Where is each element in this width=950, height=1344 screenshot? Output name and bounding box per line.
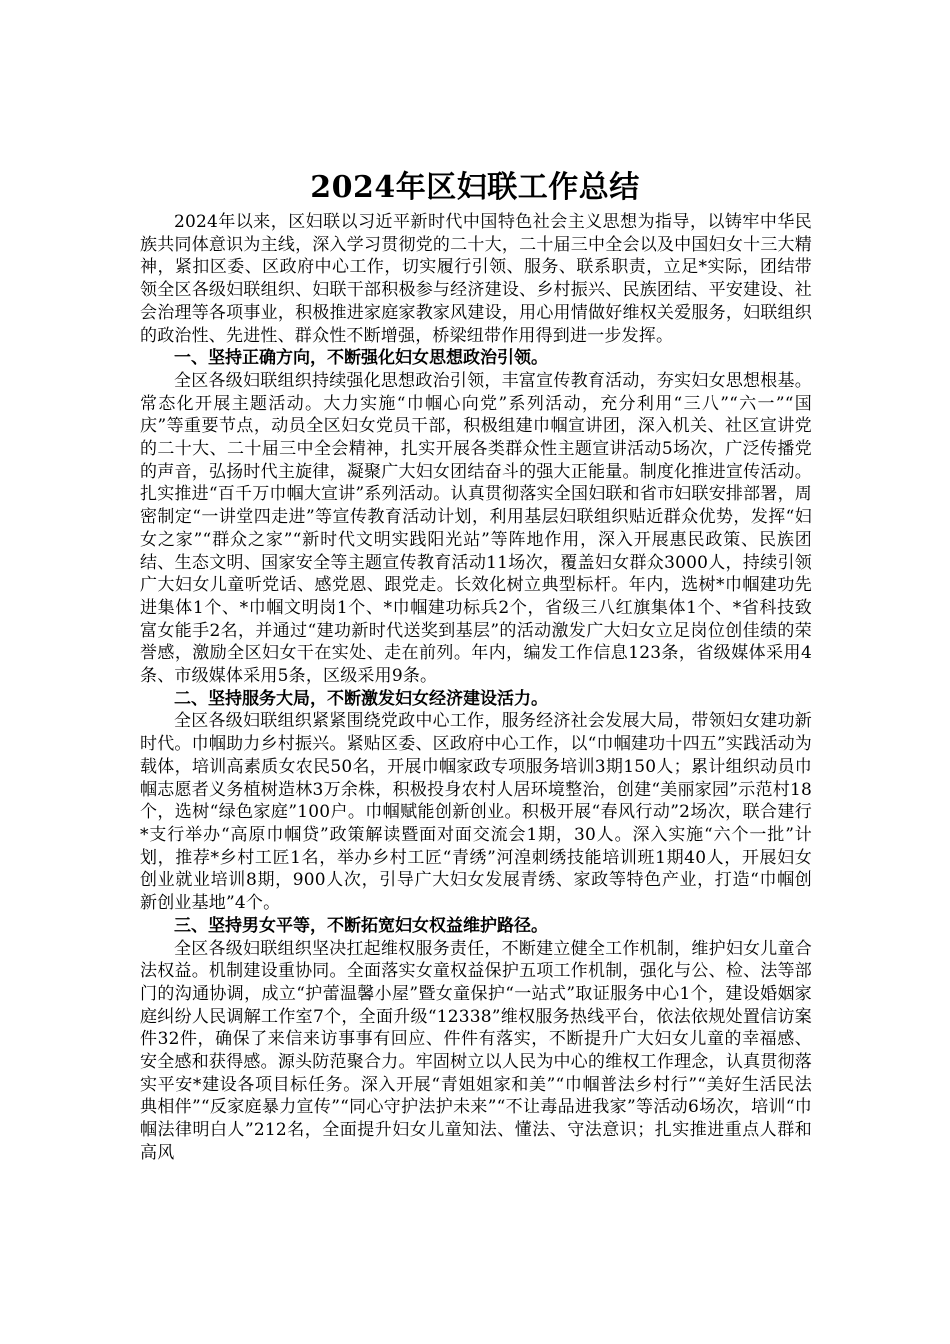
section-1-body: 全区各级妇联组织持续强化思想政治引领，丰富宣传教育活动，夯实妇女思想根基。常态化开展主题活动。大力实施“巾帼心向党”系列活动，充分利用“三八”“六一”“国庆”等重要节点，动员全区妇女党员干部，积极组建巾帼宣讲团，深入机关、社区宣讲党的二十大、二十届三中全会精神，扎实开展各类群众性主题宣讲活动5场次，广泛传播党的声音，弘扬时代主旋律，凝聚广大妇女团结奋斗的强大正能量。制度化推进宣传活动。扎实推进“百千万巾帼大宣讲”系列活动。认真贯彻落实全国妇联和省市妇联安排部署，周密制定“一讲堂四走进”等宣传教育活动计划，利用基层妇联组织贴近群众优势，发挥“妇女之家”“群众之家”“新时代文明实践阳光站”等阵地作用，深入开展惠民政策、民族团结、生态文明、国家安全等主题宣传教育活动11场次，覆盖妇女群众3000人，持续引领广大妇女儿童听党话、感党恩、跟党走。长效化树立典型标杆。年内，选树*巾帼建功先进集体1个、*巾帼文明岗1个、*巾帼建功标兵2个，省级三八红旗集体1个、*省科技致富女能手2名，并通过“建功新时代送奖到基层”的活动激发广大妇女立足岗位创佳绩的荣誉感，激励全区妇女干在实处、走在前列。年内，编发工作信息123条，省级媒体采用4条、市级媒体采用5条，区级采用9条。	[140, 370, 812, 687]
section-3-body: 全区各级妇联组织坚决扛起维权服务责任，不断建立健全工作机制，维护妇女儿童合法权益。机制建设重协同。全面落实女童权益保护五项工作机制，强化与公、检、法等部门的沟通协调，成立“护蕾温馨小屋”暨女童保护“一站式”取证服务中心1个，建设婚姻家庭纠纷人民调解工作室7个，全面升级“12338”维权服务热线平台，依法依规处置信访案件32件，确保了来信来访事事有回应、件件有落实，不断提升广大妇女儿童的幸福感、安全感和获得感。源头防范聚合力。牢固树立以人民为中心的维权工作理念，认真贯彻落实平安*建设各项目标任务。深入开展“青姐姐家和美”“巾帼普法乡村行”“美好生活民法典相伴”“反家庭暴力宣传”“同心守护法护未来”“不让毒品进我家”等活动6场次，培训“巾帼法律明白人”212名，全面提升妇女儿童知法、懂法、守法意识；扎实推进重点人群和高风	[140, 938, 812, 1163]
section-2-body: 全区各级妇联组织紧紧围绕党政中心工作，服务经济社会发展大局，带领妇女建功新时代。巾帼助力乡村振兴。紧贴区委、区政府中心工作，以“巾帼建功十四五”实践活动为载体，培训高素质女农民50名，开展巾帼家政专项服务培训3期150人；累计组织动员巾帼志愿者义务植树造林3万余株，积极投身农村人居环境整治，创建“美丽家园”示范村18个，选树“绿色家庭”100户。巾帼赋能创新创业。积极开展“春风行动”2场次，联合建行*支行举办“高原巾帼贷”政策解读暨面对面交流会1期，30人。深入实施“六个一批”计划，推荐*乡村工匠1名，举办乡村工匠“青绣”河湟刺绣技能培训班1期40人，开展妇女创业就业培训8期，900人次，引导广大妇女发展青绣、家政等特色产业，打造“巾帼创新创业基地”4个。	[140, 711, 812, 914]
section-3-heading: 三、坚持男女平等，不断拓宽妇女权益维护路径。	[174, 915, 548, 936]
document-title: 2024年区妇联工作总结	[310, 170, 640, 205]
document-body	[140, 211, 812, 1165]
intro-paragraph: 2024年以来，区妇联以习近平新时代中国特色社会主义思想为指导，以铸牢中华民族共同体意识为主线，深入学习贯彻党的二十大，二十届三中全会以及中国妇女十三大精神，紧扣区委、区政府中心工作，切实履行引领、服务、联系职责，立足*实际，团结带领全区各级妇联组织、妇联干部积极参与经济建设、乡村振兴、民族团结、平安建设、社会治理等各项事业，积极推进家庭家教家风建设，用心用情做好维权关爱服务，妇联组织的政治性、先进性、群众性不断增强，桥梁纽带作用得到进一步发挥。	[140, 212, 812, 346]
section-1-heading: 一、坚持正确方向，不断强化妇女思想政治引领。	[174, 348, 548, 369]
section-2-heading: 二、坚持服务大局，不断激发妇女经济建设活力。	[174, 688, 548, 709]
